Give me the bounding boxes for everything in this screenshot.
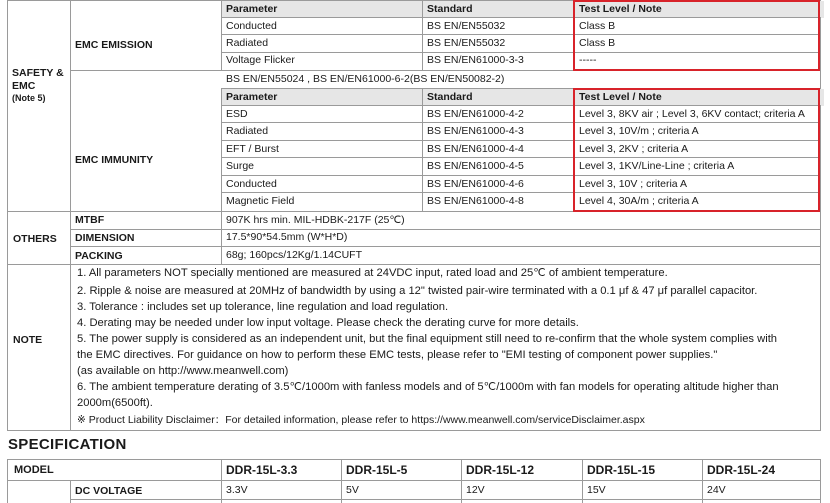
model-label: MODEL: [14, 464, 54, 476]
table-row: Level 3, 2KV ; criteria A: [579, 143, 689, 155]
table-row: Magnetic Field: [226, 195, 295, 207]
model-name: DDR-15L-15: [587, 463, 656, 477]
table-row: Level 4, 30A/m ; criteria A: [579, 195, 699, 207]
disclaimer-line: ※ Product Liability Disclaimer：For detailed information, please refer to https://www.meanwell.com/serviceDisclaimer.aspx: [77, 414, 645, 426]
note-line: 1. All parameters NOT specially mentioned are measured at 24VDC input, rated load and 25℃ of ambient temperature.: [77, 267, 668, 279]
table-row: BS EN/EN61000-4-3: [427, 125, 524, 137]
packing-label: PACKING: [75, 250, 123, 262]
table-row: ESD: [226, 108, 248, 120]
table-row: EFT / Burst: [226, 143, 279, 155]
model-name: DDR-15L-5: [346, 463, 408, 477]
mtbf-label: MTBF: [75, 214, 105, 226]
safety-emc-note-ref: (Note 5): [12, 93, 46, 103]
packing-value: 68g; 160pcs/12Kg/1.14CUFT: [226, 249, 362, 261]
note-line: 2. Ripple & noise are measured at 20MHz of bandwidth by using a 12" twisted pair-wire terminated with a 0.1 μf & 47 μf parallel capacitor.: [77, 285, 758, 297]
emc-immunity-label: EMC IMMUNITY: [75, 154, 154, 166]
immunity-header-parameter: Parameter: [222, 89, 426, 106]
specification-title: SPECIFICATION: [8, 436, 127, 453]
table-row: BS EN/EN55032: [427, 20, 506, 32]
mtbf-value: 907K hrs min. MIL-HDBK-217F (25℃): [226, 214, 405, 226]
note-line: (as available on http://www.meanwell.com): [77, 365, 289, 377]
table-row: Level 3, 10V/m ; criteria A: [579, 125, 699, 137]
note-section-label: NOTE: [13, 334, 43, 346]
table-row: -----: [579, 54, 597, 66]
note-line: 2000m(6500ft).: [77, 397, 153, 409]
table-row: BS EN/EN61000-4-4: [427, 143, 524, 155]
table-row: Level 3, 1KV/Line-Line ; criteria A: [579, 160, 735, 172]
table-row: Surge: [226, 160, 255, 172]
emission-header-standard: Standard: [423, 1, 578, 18]
table-row: BS EN/EN61000-4-8: [427, 195, 524, 207]
table-row: Level 3, 10V ; criteria A: [579, 178, 687, 190]
note-line: 5. The power supply is considered as an independent unit, but the final equipment still need to re-confirm that the whole system complies with: [77, 333, 778, 345]
note-line: 3. Tolerance : includes set up tolerance, line regulation and load regulation.: [77, 301, 449, 313]
dimension-label: DIMENSION: [75, 232, 135, 244]
immunity-standards-intro: BS EN/EN55024 , BS EN/EN61000-6-2(BS EN/EN50082-2): [226, 73, 505, 85]
dc-voltage-value: 3.3V: [226, 484, 248, 496]
table-row: BS EN/EN55032: [427, 37, 506, 49]
table-row: Class B: [579, 37, 616, 49]
dc-voltage-value: 24V: [707, 484, 726, 496]
note-line: 6. The ambient temperature derating of 3.5℃/1000m with fanless models and of 5℃/1000m with fan models for operating altitude higher than: [77, 381, 779, 393]
table-row: BS EN/EN61000-4-2: [427, 108, 524, 120]
model-name: DDR-15L-3.3: [226, 463, 298, 477]
model-name: DDR-15L-12: [466, 463, 535, 477]
dc-voltage-value: 15V: [587, 484, 606, 496]
others-section-label: OTHERS: [13, 233, 57, 245]
dimension-value: 17.5*90*54.5mm (W*H*D): [226, 231, 348, 243]
table-row: Conducted: [226, 178, 277, 190]
immunity-highlight-box: [573, 88, 820, 212]
model-name: DDR-15L-24: [707, 463, 776, 477]
note-line: the EMC directives. For guidance on how to perform these EMC tests, please refer to "EMI testing of component power supplies.": [77, 349, 718, 361]
table-row: Conducted: [226, 20, 277, 32]
dc-voltage-value: 5V: [346, 484, 359, 496]
immunity-header-testlevel: Test Level / Note: [575, 89, 824, 106]
safety-emc-section-label: SAFETY & EMC: [12, 67, 64, 92]
table-row: Voltage Flicker: [226, 54, 295, 66]
table-row: Radiated: [226, 37, 269, 49]
table-row: Radiated: [226, 125, 269, 137]
table-row: Class B: [579, 20, 616, 32]
emission-header-testlevel: Test Level / Note: [575, 1, 824, 18]
dc-voltage-label: DC VOLTAGE: [75, 485, 143, 497]
table-row: BS EN/EN61000-4-6: [427, 178, 524, 190]
note-line: 4. Derating may be needed under low input voltage. Please check the derating curve for more details.: [77, 317, 579, 329]
table-row: Level 3, 8KV air ; Level 3, 6KV contact; criteria A: [579, 108, 805, 120]
emission-highlight-box: [573, 0, 820, 71]
dc-voltage-value: 12V: [466, 484, 485, 496]
table-row: BS EN/EN61000-3-3: [427, 54, 524, 66]
immunity-header-standard: Standard: [423, 89, 578, 106]
emission-header-parameter: Parameter: [222, 1, 426, 18]
emc-emission-label: EMC EMISSION: [75, 39, 153, 51]
table-row: BS EN/EN61000-4-5: [427, 160, 524, 172]
